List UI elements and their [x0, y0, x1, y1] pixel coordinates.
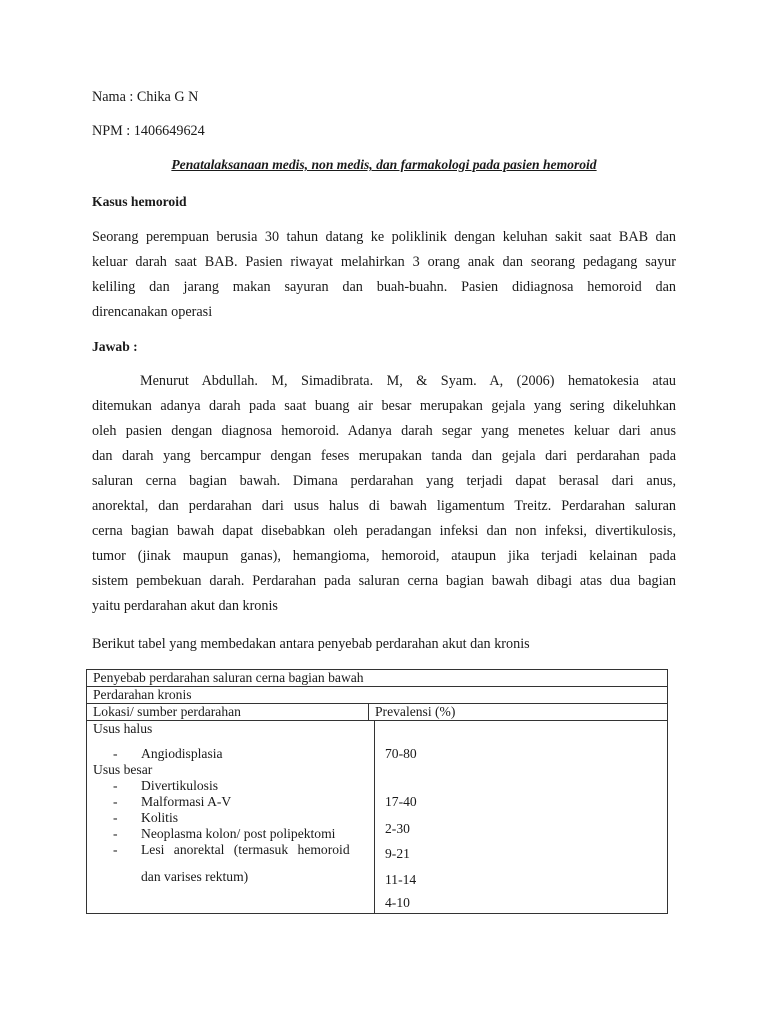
answer-line: cerna bagian bawah dapat disebabkan oleh peradangan infeksi dan non infeksi, divertikulosis, — [92, 523, 676, 539]
answer-line: sistem pembekuan darah. Perdarahan pada saluran cerna bagian bawah dibagi atas dua bagian — [92, 573, 676, 589]
case-line: Seorang perempuan berusia 30 tahun datang ke poliklinik dengan keluhan sakit saat BAB dan — [92, 229, 676, 245]
case-line: keliling dan jarang makan sayuran dan buah-buahn. Pasien didiagnosa hemoroid dan — [92, 279, 676, 295]
table-row: Angiodisplasia — [141, 746, 223, 761]
item-dash: - — [113, 794, 118, 809]
col-header-location: Lokasi/ sumber perdarahan — [87, 704, 369, 721]
table-body-row — [87, 721, 668, 914]
table-header-row — [87, 704, 668, 721]
answer-heading: Jawab : — [92, 339, 138, 354]
prevalence-value: 17-40 — [385, 794, 417, 809]
item-dash: - — [113, 826, 118, 841]
table-row: Divertikulosis — [141, 778, 219, 793]
group-label: Usus besar — [93, 762, 153, 777]
answer-line: yaitu perdarahan akut dan kronis — [92, 598, 278, 614]
table-title-cell: Penyebab perdarahan saluran cerna bagian bawah — [87, 670, 668, 687]
student-name: Nama : Chika G N — [92, 89, 199, 105]
answer-line: oleh pasien dengan diagnosa hemoroid. Adanya darah segar yang menetes keluar dari anus — [92, 423, 676, 439]
table-intro: Berikut tabel yang membedakan antara penyebab perdarahan akut dan kronis — [92, 636, 530, 652]
table-title-row — [87, 670, 668, 687]
answer-line: tumor (jinak maupun ganas), hemangioma, hemoroid, ataupun jika terjadi kelainan pada — [92, 548, 676, 564]
group-label: Usus halus — [93, 721, 153, 736]
table-row: Kolitis — [141, 810, 179, 825]
prevalence-value: 70-80 — [385, 746, 417, 761]
answer-line: anorektal, dan perdarahan dari usus halus di bawah ligamentum Treitz. Perdarahan saluran — [92, 498, 676, 514]
col-header-prevalence: Prevalensi (%) — [369, 704, 668, 721]
table-row: Lesi anorektal (termasuk hemoroid — [141, 842, 350, 857]
prevalence-value: 9-21 — [385, 846, 410, 861]
item-dash: - — [113, 842, 118, 857]
column-divider — [374, 721, 375, 913]
case-heading: Kasus hemoroid — [92, 194, 187, 209]
table-body — [87, 721, 667, 913]
prevalence-value: 11-14 — [385, 872, 417, 887]
table-row: Malformasi A-V — [141, 794, 232, 809]
document-title: Penatalaksanaan medis, non medis, dan farmakologi pada pasien hemoroid — [171, 157, 597, 172]
answer-paragraph — [92, 372, 676, 622]
table-sub-row — [87, 687, 668, 704]
answer-line: Menurut Abdullah. M, Simadibrata. M, & Syam. A, (2006) hematokesia atau — [140, 373, 676, 389]
table-sub-cell: Perdarahan kronis — [87, 687, 668, 704]
table-row: Neoplasma kolon/ post polipektomi — [141, 826, 336, 841]
item-dash: - — [113, 746, 118, 761]
table-row: dan varises rektum) — [141, 869, 249, 884]
bleeding-causes-table — [86, 669, 668, 914]
item-dash: - — [113, 778, 118, 793]
answer-line: saluran cerna bagian bawah. Dimana perdarahan yang terjadi dapat berasal dari anus, — [92, 473, 676, 489]
answer-line: ditemukan adanya darah pada saat buang air besar merupakan gejala yang sering dikeluhkan — [92, 398, 676, 414]
answer-line: dan darah yang bercampur dengan feses merupakan tanda dan gejala dari perdarahan pada — [92, 448, 676, 464]
case-line: keluar darah saat BAB. Pasien riwayat melahirkan 3 orang anak dan seorang pedagang sayur — [92, 254, 676, 270]
prevalence-value: 2-30 — [385, 821, 410, 836]
case-paragraph — [92, 228, 676, 328]
case-line: direncanakan operasi — [92, 304, 213, 320]
prevalence-value: 4-10 — [385, 895, 410, 910]
student-npm: NPM : 1406649624 — [92, 123, 205, 139]
item-dash: - — [113, 810, 118, 825]
